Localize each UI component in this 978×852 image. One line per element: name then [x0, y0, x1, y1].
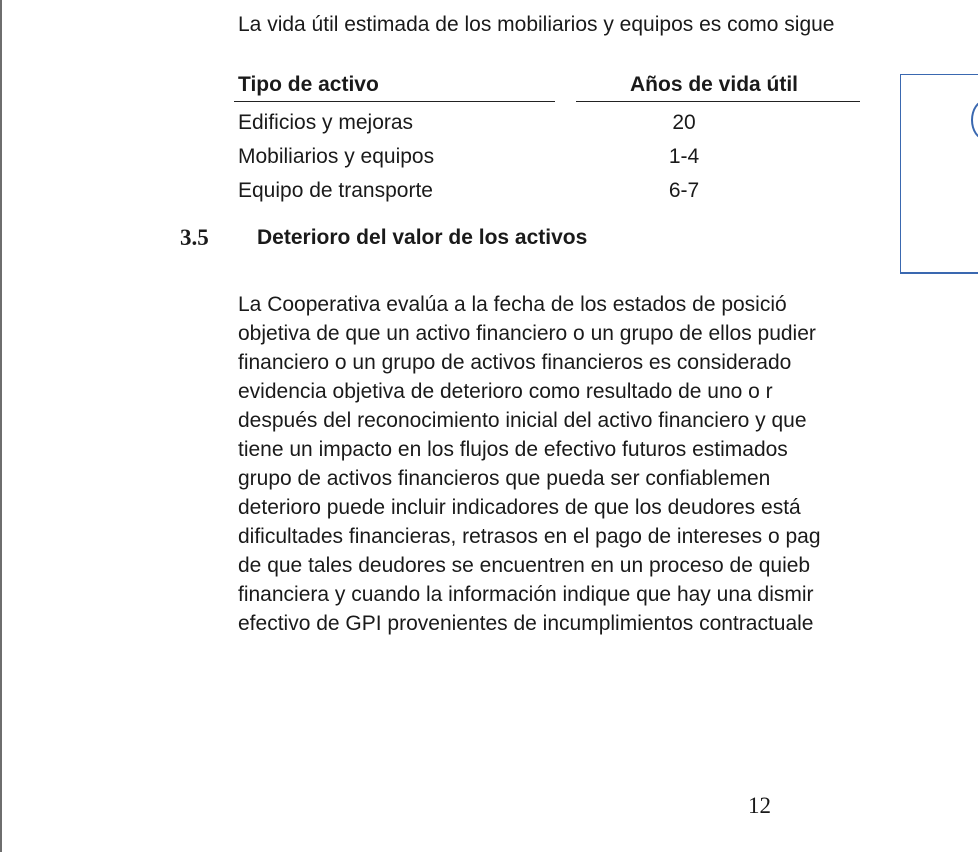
paragraph-line: después del reconocimiento inicial del activo financiero y que	[238, 409, 807, 432]
paragraph-line: tiene un impacto en los flujos de efectivo futuros estimados	[238, 438, 788, 461]
page-number: 12	[748, 793, 771, 818]
paragraph-line: financiera y cuando la información indique que hay una dismir	[238, 583, 814, 606]
stamp-seal-icon	[971, 100, 978, 140]
table-cell-years: 6-7	[668, 179, 700, 202]
table-cell-asset: Mobiliarios y equipos	[238, 145, 435, 168]
paragraph-line: dificultades financieras, retrasos en el pago de intereses o pag	[238, 525, 821, 548]
table-cell-asset: Edificios y mejoras	[238, 111, 414, 134]
paragraph-line: efectivo de GPI provenientes de incumplimientos contractuale	[238, 612, 814, 635]
section-title: Deterioro del valor de los activos	[257, 226, 588, 249]
paragraph-line: evidencia objetiva de deterioro como resultado de uno o r	[238, 380, 773, 403]
intro-text: La vida útil estimada de los mobiliarios y equipos es como sigue	[238, 13, 835, 36]
paragraph-line: grupo de activos financieros que pueda ser confiablemen	[238, 467, 771, 490]
table-header-rule-right	[576, 101, 860, 102]
paragraph-line: financiero o un grupo de activos financieros es considerado	[238, 351, 792, 374]
table-cell-asset: Equipo de transporte	[238, 179, 433, 202]
section-paragraph	[238, 290, 978, 638]
table-header-rule-left	[234, 101, 555, 102]
page-left-edge	[0, 0, 2, 852]
paragraph-line: La Cooperativa evalúa a la fecha de los estados de posició	[238, 293, 787, 316]
table-header-asset-type: Tipo de activo	[238, 73, 379, 96]
section-number: 3.5	[180, 225, 209, 250]
table-cell-years: 20	[672, 111, 696, 134]
paragraph-line: de que tales deudores se encuentren en un proceso de quieb	[238, 554, 811, 577]
paragraph-line: objetiva de que un activo financiero o un grupo de ellos pudier	[238, 322, 816, 345]
table-cell-years: 1-4	[668, 145, 700, 168]
table-header-useful-life: Años de vida útil	[630, 73, 799, 96]
stamp-frame	[900, 74, 978, 274]
paragraph-line: deterioro puede incluir indicadores de que los deudores está	[238, 496, 801, 519]
